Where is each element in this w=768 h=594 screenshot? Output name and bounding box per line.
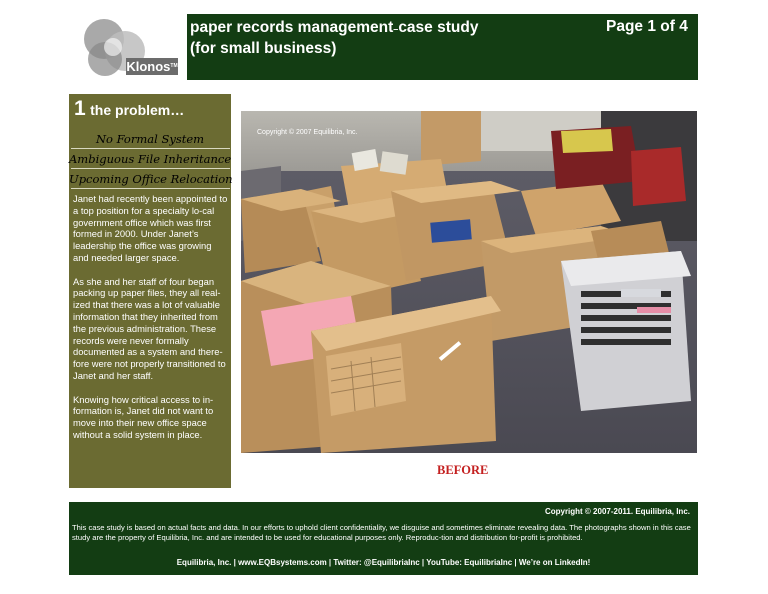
issue-item: Upcoming Office Relocation: [69, 172, 233, 186]
paragraph: Knowing how critical access to in-formation is, Janet did not want to move into their new office space without a solid system in place.: [73, 393, 214, 440]
footer-contact[interactable]: Equilibria, Inc. | www.EQBsystems.com | Twitter: @EquilibriaInc | YouTube: EquilibriaInc | We’re on LinkedIn!: [176, 558, 591, 567]
before-photo: [241, 111, 697, 453]
page-title: paper records management–case study (for small business): [190, 19, 479, 57]
divider: [71, 168, 230, 169]
problem-heading: 1 the problem…: [74, 97, 185, 120]
divider: [71, 148, 230, 149]
logo-wordmark: Klonos™: [126, 59, 178, 74]
problem-description: [73, 193, 229, 453]
divider: [71, 188, 230, 189]
footer: [69, 502, 698, 575]
paragraph: As she and her staff of four began packing up paper files, they all real-ized that there was a lot of valuable information that they inherited from the previous administration. These records were never formally documented as a system and there-fore were not properly transitioned to Janet and her staff.: [73, 275, 226, 381]
page-number: Page 1 of 4: [606, 18, 688, 35]
footer-disclaimer: This case study is based on actual facts and data. In our efforts to uphold client confidentiality, we disguise and sometimes eliminate revealing data. The photographs shown in this case study are the property of Equilibria, Inc. and are intended to be used for educational purposes only. Reproduc-tion and distribution for-profit is prohibited.: [72, 523, 691, 542]
before-label: BEFORE: [437, 463, 489, 477]
paragraph: Janet had recently been appointed to a top position for a specialty lo-cal government office which was first formed in 2000. Under Janet’s leadership the office was growing and needed larger space.: [73, 193, 228, 263]
photo-copyright: Copyright © 2007 Equilibria, Inc.: [257, 129, 358, 136]
issue-item: No Formal System: [95, 132, 205, 146]
klonos-logo: [69, 14, 187, 80]
footer-copyright: Copyright © 2007-2011. Equilibria, Inc.: [544, 507, 690, 516]
issue-list: [69, 129, 231, 189]
issue-item: Ambiguous File Inheritance: [69, 152, 232, 166]
boxes-photo-illustration: [241, 111, 697, 453]
